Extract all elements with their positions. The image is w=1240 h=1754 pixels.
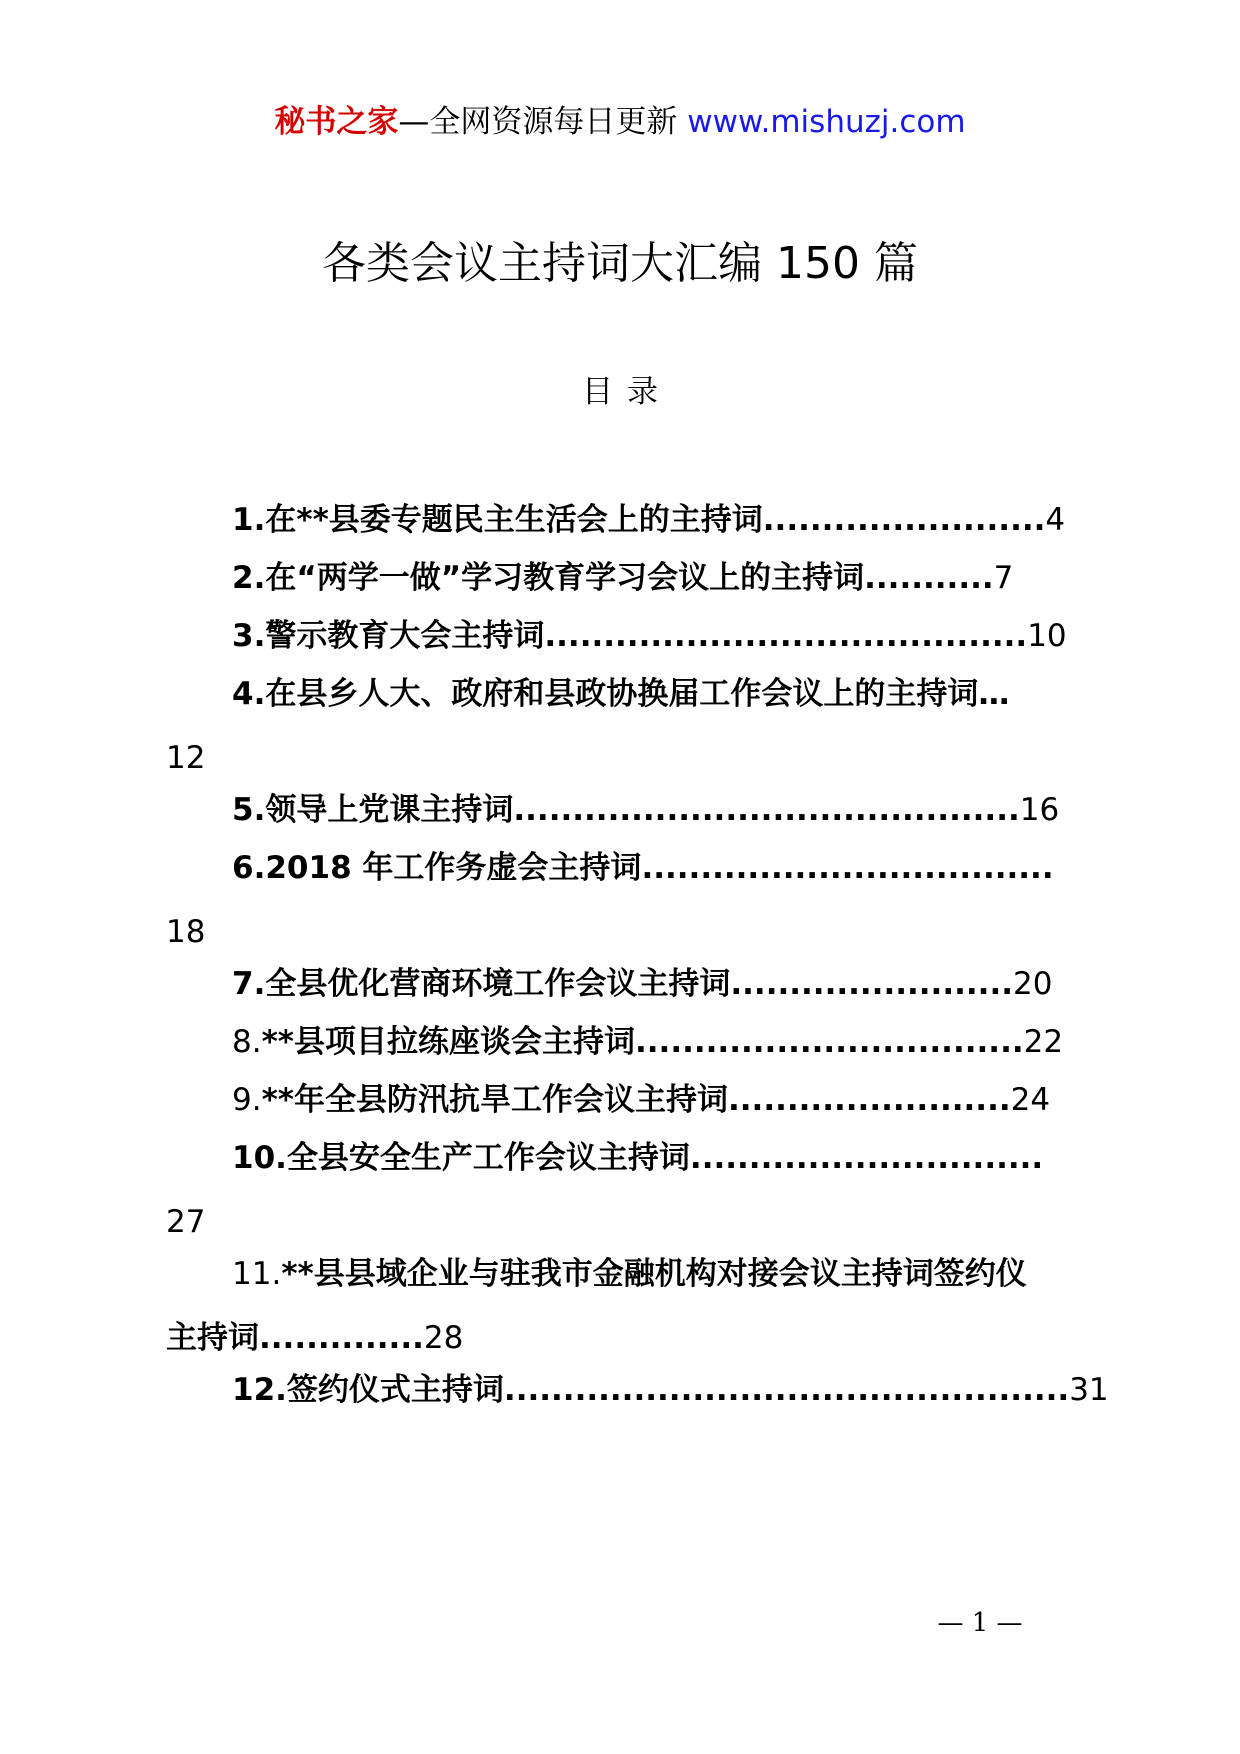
toc-entry-8[interactable] [166, 1022, 1063, 1062]
toc-entry-number: 4. [232, 676, 266, 712]
site-banner [0, 102, 1240, 142]
toc-entry-page: 27 [166, 1204, 206, 1240]
toc-entry-11[interactable] [166, 1254, 1027, 1358]
toc-entry-number: 6. [232, 850, 266, 886]
toc-leader-dots: ........... [864, 560, 994, 596]
toc-leader-dots: ........................................... [513, 792, 1020, 828]
toc-entry-title: **年全县防汛抗旱工作会议主持词 [261, 1082, 728, 1118]
toc-entry-1[interactable] [166, 500, 1065, 540]
toc-entry-page: 10 [1027, 618, 1067, 654]
toc-entry-title: 在“两学一做”学习教育学习会议上的主持词 [265, 560, 865, 596]
toc-entry-number: 5. [232, 792, 266, 828]
toc-entry-page: 18 [166, 914, 206, 950]
toc-entry-6[interactable] [166, 848, 1054, 952]
toc-entry-page: 31 [1069, 1372, 1109, 1408]
toc-entry-5[interactable] [166, 790, 1059, 830]
toc-entry-page: 12 [166, 740, 206, 776]
document-title: 各类会议主持词大汇编 150 篇 [322, 238, 918, 289]
toc-entry-2[interactable] [166, 558, 1013, 598]
toc-entry-number: 2. [232, 560, 266, 596]
toc-leader-dots: ................................................ [503, 1372, 1070, 1408]
brand-tagline: —全网资源每日更新 [398, 104, 678, 140]
toc-entry-page: 24 [1010, 1082, 1051, 1118]
toc-heading: 目录 [582, 374, 672, 410]
toc-entry-title-continued: 主持词 [166, 1320, 259, 1356]
toc-entry-title: **县项目拉练座谈会主持词 [261, 1024, 635, 1060]
toc-entry-title: 全县安全生产工作会议主持词 [286, 1140, 690, 1176]
toc-entry-title: 在县乡人大、政府和县政协换届工作会议上的主持词 [265, 676, 979, 712]
toc-leader-dots: ........................ [762, 502, 1046, 538]
toc-leader-dots: ........................ [728, 1082, 1011, 1118]
toc-entry-title: **县县域企业与驻我市金融机构对接会议主持词签约仪 [281, 1256, 1027, 1292]
toc-entry-title: 全县优化营商环境工作会议主持词 [265, 966, 731, 1002]
toc-entry-number: 8. [232, 1024, 262, 1060]
toc-entry-title: 领导上党课主持词 [265, 792, 514, 828]
toc-leader-dots: ................................. [635, 1024, 1024, 1060]
toc-entry-number: 1. [232, 502, 266, 538]
toc-entry-page: 4 [1045, 502, 1066, 538]
toc-entry-number: 9. [232, 1082, 262, 1118]
toc-entry-7[interactable] [166, 964, 1052, 1004]
toc-entry-title: 警示教育大会主持词 [265, 618, 545, 654]
toc-entry-12[interactable] [166, 1370, 1109, 1410]
toc-leader-dots: .............................. [689, 1140, 1044, 1176]
toc-entry-4[interactable] [166, 674, 1009, 778]
toc-entry-number: 11. [232, 1256, 282, 1292]
toc-entry-number: 3. [232, 618, 266, 654]
toc-entry-9[interactable] [166, 1080, 1050, 1120]
toc-entry-page: 20 [1013, 966, 1053, 1002]
brand-name: 秘书之家 [274, 104, 399, 140]
toc-leader-dots: .............. [259, 1320, 424, 1356]
toc-entry-number: 12. [232, 1372, 287, 1408]
toc-entry-3[interactable] [166, 616, 1067, 656]
toc-entry-title: 2018 年工作务虚会主持词 [265, 850, 642, 886]
toc-leader-dots: ................................... [641, 850, 1054, 886]
toc-entry-title: 签约仪式主持词 [286, 1372, 504, 1408]
page-number: — 1 — [937, 1608, 1023, 1638]
toc-entry-page: 16 [1019, 792, 1060, 828]
toc-entry-page: 22 [1023, 1024, 1064, 1060]
toc-leader-dots: … [978, 676, 1010, 712]
toc-entry-10[interactable] [166, 1138, 1043, 1242]
toc-entry-number: 7. [232, 966, 266, 1002]
toc-leader-dots: ......................................... [544, 618, 1028, 654]
toc-entry-page: 28 [423, 1320, 464, 1356]
toc-entry-page: 7 [993, 560, 1014, 596]
toc-entry-title: 在**县委专题民主生活会上的主持词 [265, 502, 763, 538]
toc-entry-number: 10. [232, 1140, 287, 1176]
toc-leader-dots: ........................ [730, 966, 1013, 1002]
website-link[interactable]: www.mishuzj.com [687, 104, 966, 140]
